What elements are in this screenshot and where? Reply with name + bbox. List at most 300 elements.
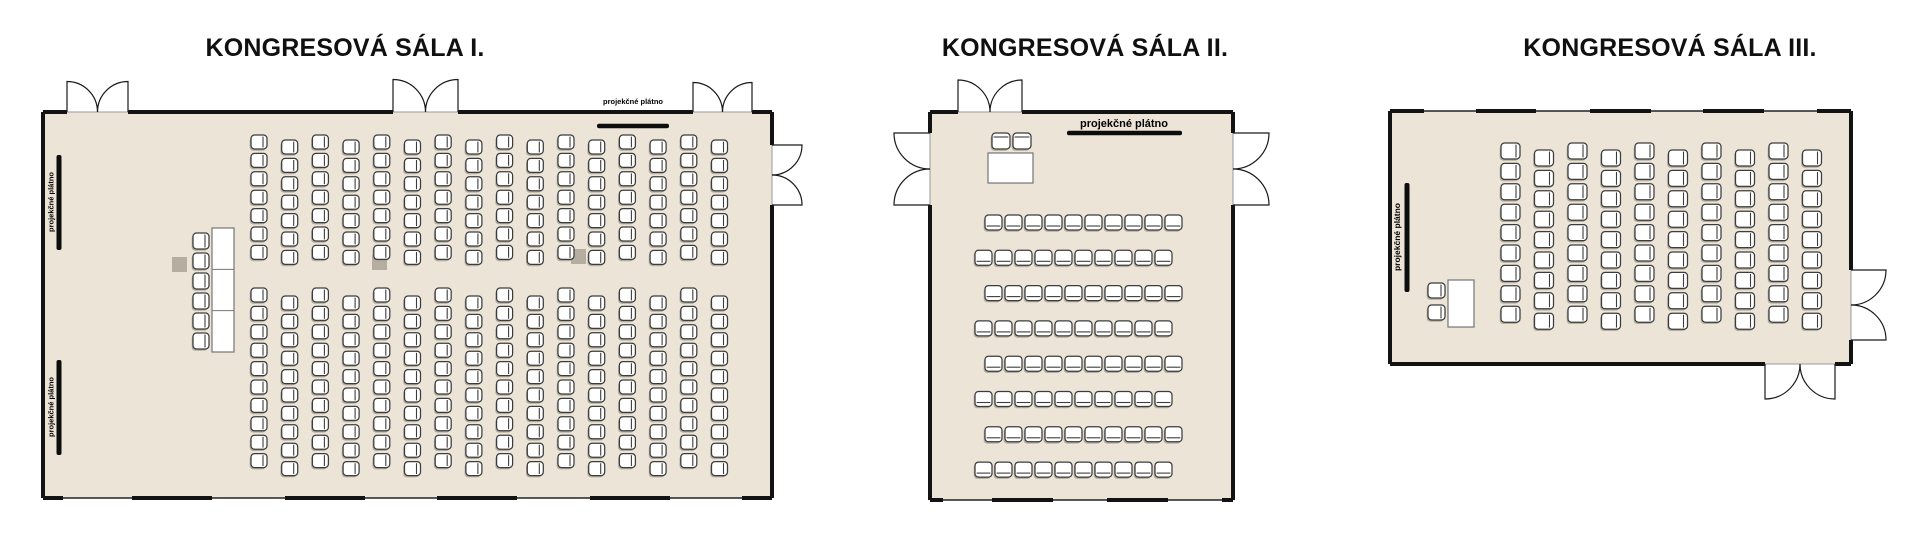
seat	[434, 325, 451, 341]
seat	[373, 172, 390, 188]
seat	[1034, 321, 1052, 338]
seat	[280, 177, 297, 193]
seat	[495, 398, 512, 414]
seat	[526, 296, 543, 312]
seat	[1084, 427, 1102, 444]
seat	[994, 392, 1012, 409]
seat	[680, 190, 697, 206]
seat	[1734, 313, 1754, 331]
seat	[1667, 191, 1687, 209]
seat	[1667, 150, 1687, 168]
seat	[710, 443, 727, 459]
seat	[1014, 462, 1032, 479]
seat	[250, 153, 267, 169]
seat	[403, 443, 420, 459]
seat	[465, 214, 482, 230]
seat	[1634, 184, 1654, 202]
seat	[280, 158, 297, 174]
room-sala-3	[1388, 109, 1886, 399]
seat	[403, 195, 420, 211]
seat	[649, 425, 666, 441]
seat	[1094, 321, 1112, 338]
screen-label: projekčné plátno	[46, 376, 56, 438]
seat	[587, 177, 604, 193]
seat	[984, 356, 1002, 373]
seat	[1768, 204, 1788, 222]
seat	[649, 443, 666, 459]
seat	[495, 325, 512, 341]
room-title-sala-3: KONGRESOVÁ SÁLA III.	[1523, 34, 1817, 62]
seat	[1768, 225, 1788, 243]
seat	[1600, 150, 1620, 168]
seat	[434, 209, 451, 225]
seat	[1144, 286, 1162, 303]
seat	[1164, 427, 1182, 444]
seat	[373, 190, 390, 206]
seat	[1567, 245, 1587, 263]
seat	[280, 388, 297, 404]
seat	[311, 435, 328, 451]
seat	[1634, 143, 1654, 161]
seat	[280, 140, 297, 156]
seat	[434, 417, 451, 433]
seat	[1768, 143, 1788, 161]
seat	[1567, 143, 1587, 161]
seat	[403, 158, 420, 174]
seat	[280, 333, 297, 349]
seat	[311, 417, 328, 433]
seat	[557, 209, 574, 225]
seat	[311, 325, 328, 341]
seat	[434, 190, 451, 206]
seat	[465, 351, 482, 367]
seat	[280, 443, 297, 459]
seat	[587, 351, 604, 367]
seat	[649, 140, 666, 156]
seat	[495, 435, 512, 451]
seat	[465, 333, 482, 349]
seat	[587, 140, 604, 156]
seat	[1164, 356, 1182, 373]
seat	[373, 153, 390, 169]
seat	[649, 177, 666, 193]
seat	[1600, 232, 1620, 250]
seat	[495, 362, 512, 378]
seat	[1064, 286, 1082, 303]
seat	[1427, 283, 1445, 300]
seat	[649, 250, 666, 266]
seat	[1701, 184, 1721, 202]
seat	[526, 140, 543, 156]
seat	[1500, 245, 1520, 263]
seat	[710, 351, 727, 367]
seat	[311, 380, 328, 396]
seat	[1734, 150, 1754, 168]
seat	[1004, 427, 1022, 444]
seat	[373, 288, 390, 304]
seat	[1034, 462, 1052, 479]
seat	[1533, 191, 1553, 209]
seat	[1600, 252, 1620, 270]
seat	[373, 135, 390, 151]
seat	[1667, 313, 1687, 331]
seat	[557, 417, 574, 433]
seat	[1500, 265, 1520, 283]
seat	[1104, 427, 1122, 444]
seat	[1154, 321, 1172, 338]
seat	[557, 454, 574, 470]
seat	[649, 195, 666, 211]
seat	[1701, 204, 1721, 222]
seat	[587, 314, 604, 330]
seat	[587, 158, 604, 174]
seat	[1801, 272, 1821, 290]
seat	[1144, 356, 1162, 373]
seat	[1801, 170, 1821, 188]
seat	[1054, 462, 1072, 479]
seat	[250, 172, 267, 188]
seat	[557, 227, 574, 243]
seat	[465, 158, 482, 174]
seat	[710, 388, 727, 404]
seat	[618, 362, 635, 378]
seat	[1634, 306, 1654, 324]
seat	[557, 398, 574, 414]
seat	[280, 250, 297, 266]
seat	[373, 398, 390, 414]
seat	[1734, 293, 1754, 311]
seat	[342, 214, 359, 230]
seat	[250, 209, 267, 225]
seat	[710, 158, 727, 174]
seat	[1533, 170, 1553, 188]
seat	[618, 435, 635, 451]
seat	[311, 245, 328, 261]
seat	[495, 209, 512, 225]
seat	[649, 351, 666, 367]
seat	[1114, 321, 1132, 338]
seat	[618, 380, 635, 396]
seat	[1701, 306, 1721, 324]
seat	[557, 172, 574, 188]
seat	[1634, 163, 1654, 181]
seat	[1014, 392, 1032, 409]
seat	[192, 313, 209, 331]
double-door	[772, 145, 802, 205]
seat	[465, 388, 482, 404]
seat	[1801, 232, 1821, 250]
seat	[373, 362, 390, 378]
seat	[618, 245, 635, 261]
seat	[1500, 204, 1520, 222]
seat	[526, 195, 543, 211]
seat	[994, 250, 1012, 267]
seat	[1124, 427, 1142, 444]
seat	[250, 398, 267, 414]
seat	[1567, 286, 1587, 304]
seat	[311, 227, 328, 243]
seat	[1044, 427, 1062, 444]
seat	[1014, 321, 1032, 338]
seat	[1164, 286, 1182, 303]
seat	[1734, 191, 1754, 209]
seat	[434, 306, 451, 322]
seat	[342, 177, 359, 193]
seat	[1600, 211, 1620, 229]
seat	[1084, 286, 1102, 303]
seat	[587, 370, 604, 386]
seat	[1734, 272, 1754, 290]
seat	[1600, 313, 1620, 331]
seat	[1094, 250, 1112, 267]
seat	[1500, 143, 1520, 161]
seat	[465, 406, 482, 422]
seat	[680, 209, 697, 225]
seat	[250, 454, 267, 470]
seat	[710, 406, 727, 422]
seat	[403, 177, 420, 193]
seat	[974, 392, 992, 409]
seat	[649, 232, 666, 248]
room-sala-1	[41, 80, 802, 501]
seat	[1500, 306, 1520, 324]
seat	[311, 306, 328, 322]
seat	[250, 325, 267, 341]
seat	[1667, 170, 1687, 188]
seat	[587, 250, 604, 266]
seat	[311, 398, 328, 414]
seat	[1734, 252, 1754, 270]
seat	[1734, 211, 1754, 229]
seat	[557, 190, 574, 206]
seat	[649, 333, 666, 349]
seat	[342, 406, 359, 422]
seat	[280, 370, 297, 386]
seat	[1134, 392, 1152, 409]
seat	[557, 343, 574, 359]
seat	[342, 425, 359, 441]
seat	[1634, 245, 1654, 263]
seat	[373, 209, 390, 225]
seat	[618, 209, 635, 225]
seat	[710, 214, 727, 230]
seat	[526, 443, 543, 459]
room-title-sala-2: KONGRESOVÁ SÁLA II.	[941, 34, 1229, 62]
seat	[710, 333, 727, 349]
seat	[680, 153, 697, 169]
seat	[649, 462, 666, 478]
seat	[1500, 286, 1520, 304]
seat	[280, 406, 297, 422]
seat	[1701, 143, 1721, 161]
seat	[495, 454, 512, 470]
projection-screen	[1067, 118, 1182, 135]
seat	[311, 153, 328, 169]
seat	[465, 425, 482, 441]
seat	[618, 153, 635, 169]
seat	[680, 288, 697, 304]
seat	[557, 435, 574, 451]
seat	[1667, 293, 1687, 311]
seat	[1114, 462, 1132, 479]
seat	[557, 288, 574, 304]
seat	[1124, 286, 1142, 303]
seat	[1533, 232, 1553, 250]
seat	[1533, 272, 1553, 290]
seat	[250, 190, 267, 206]
seat	[974, 462, 992, 479]
seat	[465, 195, 482, 211]
seat	[1164, 215, 1182, 232]
seat	[587, 425, 604, 441]
seat	[649, 406, 666, 422]
seat	[403, 370, 420, 386]
seat	[1024, 215, 1042, 232]
seat	[710, 370, 727, 386]
seat	[680, 435, 697, 451]
presenter-table	[1448, 280, 1474, 327]
seat	[1104, 356, 1122, 373]
seat	[192, 233, 209, 251]
seat	[1667, 252, 1687, 270]
seat	[618, 227, 635, 243]
seat	[311, 454, 328, 470]
head-table	[212, 228, 234, 352]
seat	[1533, 211, 1553, 229]
seat	[342, 195, 359, 211]
seat	[434, 435, 451, 451]
seat	[342, 250, 359, 266]
seat	[311, 288, 328, 304]
seat	[373, 380, 390, 396]
seat	[557, 245, 574, 261]
seat	[250, 343, 267, 359]
seat	[1567, 163, 1587, 181]
seat	[403, 140, 420, 156]
seat	[1667, 272, 1687, 290]
seat	[434, 172, 451, 188]
seat	[342, 370, 359, 386]
double-door	[393, 80, 458, 113]
seat	[991, 133, 1010, 151]
seat	[557, 153, 574, 169]
seat	[1124, 356, 1142, 373]
seat	[192, 293, 209, 311]
seat	[587, 388, 604, 404]
seat	[1500, 184, 1520, 202]
seat	[465, 140, 482, 156]
seat	[1600, 272, 1620, 290]
seat	[373, 454, 390, 470]
seat	[465, 232, 482, 248]
seat	[526, 351, 543, 367]
seat	[649, 296, 666, 312]
seat	[1768, 306, 1788, 324]
seat	[1567, 306, 1587, 324]
seat	[1084, 215, 1102, 232]
screen-label: projekčné plátno	[602, 97, 664, 106]
seat	[1567, 225, 1587, 243]
seat	[1768, 184, 1788, 202]
seat	[1567, 204, 1587, 222]
seat	[1701, 163, 1721, 181]
seat	[1024, 427, 1042, 444]
seat	[1634, 204, 1654, 222]
seat	[465, 443, 482, 459]
seat	[342, 351, 359, 367]
seat	[526, 214, 543, 230]
seat	[465, 314, 482, 330]
seat	[680, 417, 697, 433]
seat	[250, 380, 267, 396]
seat	[1600, 191, 1620, 209]
seat	[1801, 211, 1821, 229]
seat	[526, 406, 543, 422]
seat	[495, 245, 512, 261]
seat	[680, 227, 697, 243]
seat	[587, 406, 604, 422]
seat	[280, 314, 297, 330]
seat	[250, 417, 267, 433]
seat	[342, 462, 359, 478]
seat	[557, 306, 574, 322]
seat	[557, 325, 574, 341]
seat	[403, 388, 420, 404]
seat	[1024, 286, 1042, 303]
seat	[1034, 250, 1052, 267]
seat	[495, 306, 512, 322]
seat	[649, 370, 666, 386]
seat	[1134, 250, 1152, 267]
seat	[495, 417, 512, 433]
windows	[943, 499, 1222, 500]
seat	[1533, 150, 1553, 168]
seat	[280, 195, 297, 211]
seat	[1024, 356, 1042, 373]
seat	[680, 135, 697, 151]
seat	[403, 333, 420, 349]
seat	[192, 253, 209, 271]
seat	[526, 370, 543, 386]
seat	[1801, 313, 1821, 331]
seat	[250, 227, 267, 243]
seat	[1104, 286, 1122, 303]
seat	[1567, 265, 1587, 283]
screen-label: projekčné plátno	[1079, 118, 1169, 130]
seat	[587, 214, 604, 230]
seat	[649, 158, 666, 174]
seat	[495, 172, 512, 188]
seat	[311, 135, 328, 151]
seat	[649, 314, 666, 330]
seat	[710, 250, 727, 266]
seat	[465, 177, 482, 193]
seat	[1064, 215, 1082, 232]
seat	[342, 314, 359, 330]
seat	[1533, 293, 1553, 311]
seat	[587, 195, 604, 211]
seat	[1014, 250, 1032, 267]
seat	[1600, 170, 1620, 188]
seat	[1034, 392, 1052, 409]
double-door	[1233, 133, 1269, 205]
seat	[557, 380, 574, 396]
seat	[526, 158, 543, 174]
seat	[1104, 215, 1122, 232]
seat	[280, 296, 297, 312]
seat	[1427, 305, 1445, 322]
seat	[403, 296, 420, 312]
